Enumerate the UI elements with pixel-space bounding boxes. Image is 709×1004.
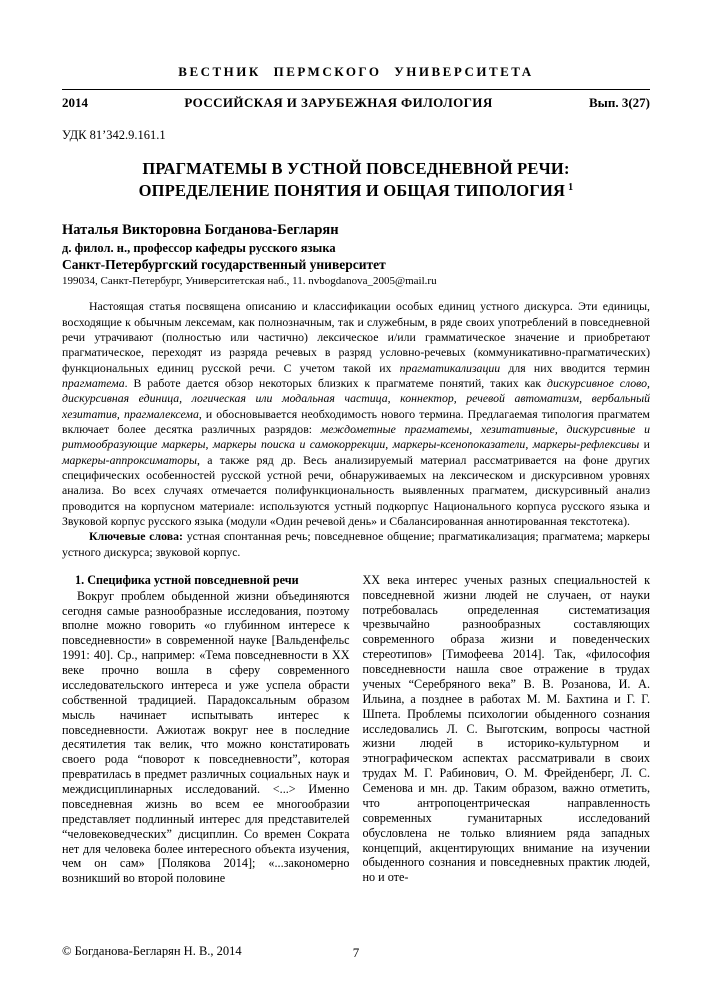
right-column-text: ХХ века интерес ученых разных специальностей к повседневной жизни людей не случаен, от науки потребовалась определенная систематизация чрезвычайно разнообразных составляющих современного образа жизни и поведенческих стереотипов» [Тимофеева 2014]. Так, «философия повседневности нашла свое отражение в трудах ученых “Серебряного века” В. В. Розанова, И. А. Ильина, а позднее в работах М. М. Бахтина и Г. Г. Шпета. Проблемы психологии обыденного сознания исследовались Л. С. Выготским, вопросы частной жизни людей в историко-культурном и этнографическом аспектах рассматривали в своих трудах М. Г. Рабинович, О. М. Фрейденберг, Л. С. Семенова и мн. др. Таким образом, важно отметить, что антропоцентрическая направленность современных гуманитарных исследований обусловлена не только влиянием ряда западных концепций, акцентирующих внимание на изучении обыденного сознания и повседневных практик людей, но и оте-: [362, 572, 650, 885]
left-column: [62, 573, 350, 886]
journal-masthead: ВЕСТНИК ПЕРМСКОГО УНИВЕРСИТЕТА: [178, 64, 534, 79]
abstract-segment: , а также ряд др. Весь анализируемый материал рассматривается на фоне других специфических особенностей русской устной речи, обнаруживаемых на лексическом и дискурсивном уровнях анализа. Во всех случаях отмечается полифункциональность выявленных прагматем, дискурсивный анализ проводится на корпусном материале: используются устный подкорпус Национального корпуса русского языка и Звуковой корпус русского языка (модули «Один речевой день» и Сбалансированная аннотированная текстотека).: [62, 452, 650, 528]
author-affiliation: Санкт-Петербургский государственный университет: [62, 257, 386, 273]
keywords-label: Ключевые слова:: [89, 529, 183, 544]
header-rule: [62, 89, 650, 90]
article-title: [62, 158, 650, 203]
abstract-segment-italic: маркеры-аппроксиматоры: [62, 452, 198, 467]
abstract-segment-italic: прагматема: [62, 375, 125, 390]
left-column-text: Вокруг проблем обыденной жизни объединяются сегодня самые разнообразные исследования, поэтому вполне можно говорить «о глубинном интересе к повседневности» в современной науке [Вальденфельс 1991: 40]. Ср., например: «Тема повседневности в ХХ веке прочно вошла в сферу современного исследовательского интереса и уже успела обрасти собственной традицией. Парадоксальным образом мысль начинает испытывать интерес к повседневности. Ажиотаж вокруг нее в последние десятилетия так велик, что можно констатировать своего рода “поворот к повседневности”, которая превратилась в предмет различных социальных наук и междисциплинарных исследований. <...> Именно повседневная жизнь во всем ее многообразии представляет подлинный интерес для представителей “человековедческих” дисциплин. Со времен Сократа нет для человека более интересного объекта изучения, чем он сам» [Полякова 2014]; «...закономерно возникший во второй половине: [62, 588, 350, 886]
journal-info-row: [62, 95, 650, 111]
section-heading: 1. Специфика устной повседневной речи: [75, 572, 299, 587]
right-column: [363, 573, 651, 886]
author-degree: д. филол. н., профессор кафедры русского языка: [62, 240, 336, 255]
article-title-line2: ОПРЕДЕЛЕНИЕ ПОНЯТИЯ И ОБЩАЯ ТИПОЛОГИЯ: [138, 181, 566, 201]
abstract-segment: для них вводится термин: [500, 360, 650, 375]
abstract-segment: . В работе дается обзор некоторых близких к прагматеме понятий, таких как: [124, 375, 547, 390]
article-title-line1: ПРАГМАТЕМЫ В УСТНОЙ ПОВСЕДНЕВНОЙ РЕЧИ:: [142, 159, 570, 178]
abstract-segment-italic: дискурсивное слово, дискурсивная единица, логическая или модальная частица, коннектор, речевой автоматизм, вербальный хезитатив, прагмалексема: [62, 375, 650, 421]
abstract-segment: Настоящая статья посвящена описанию и классификации особых единиц устного дискурса. Эти единицы, восходящие к обычным лексемам, как полнозначным, так и служебным, в ряде своих употреблений в повседневной речи утрачивают (полностью или частично) лексическое и/или грамматическое значение и приобретают прагматическое, переходят из разряда речевых в разряд условно-речевых (коммуникативно-прагматических) функциональных единиц русской речи. С учетом такой их: [62, 299, 650, 375]
abstract-segment: , и обосновывается необходимость нового термина. Предлагаемая типология прагматем включает более десятка различных разрядов:: [62, 406, 650, 436]
udc-code: УДК 81’342.9.161.1: [62, 128, 166, 142]
author-block: [62, 222, 650, 289]
keywords-text: устная спонтанная речь; повседневное общение; прагматикализация; прагматема; маркеры устного дискурса; звуковой корпус.: [62, 529, 650, 559]
abstract-segment-italic: прагматикализации: [399, 360, 501, 375]
abstract-segment-italic: междометные прагматемы, хезитативные, дискурсивные и ритмообразующие маркеры, маркеры поиска и самокоррекции, маркеры-ксенопоказатели, маркеры-рефлексивы: [62, 421, 650, 452]
keywords-paragraph: [62, 529, 650, 560]
page-content: [62, 0, 650, 886]
page-number: 7: [352, 945, 360, 960]
page-footer: [62, 944, 650, 959]
copyright-notice: © Богданова-Бегларян Н. В., 2014: [62, 944, 242, 958]
footnote-marker: 1: [568, 181, 574, 193]
author-name: Наталья Викторовна Богданова-Бегларян: [62, 221, 339, 238]
journal-year: 2014: [62, 95, 88, 110]
two-column-body: [62, 573, 650, 886]
abstract-paragraph: [62, 299, 650, 529]
abstract-segment: и: [639, 437, 650, 452]
journal-series-title: РОССИЙСКАЯ И ЗАРУБЕЖНАЯ ФИЛОЛОГИЯ: [184, 95, 493, 110]
journal-issue: Вып. 3(27): [589, 95, 650, 110]
author-address-email: 199034, Санкт-Петербург, Университетская наб., 11. nvbogdanova_2005@mail.ru: [62, 275, 437, 288]
